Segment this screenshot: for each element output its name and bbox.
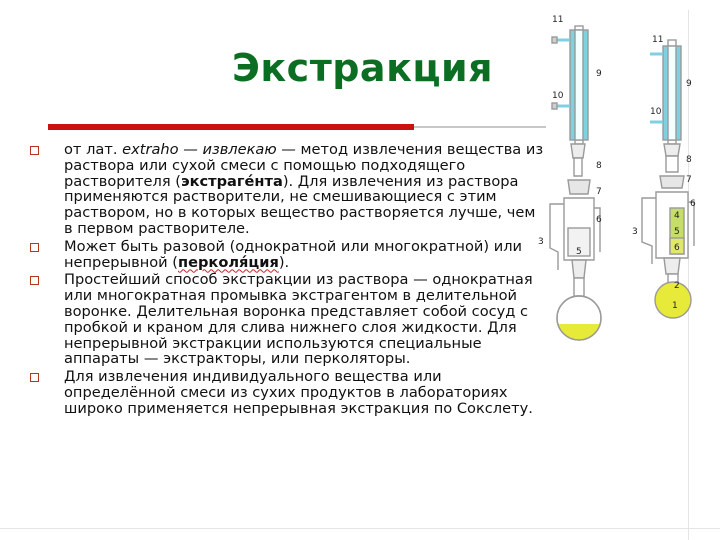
square-bullet-icon: [30, 146, 39, 155]
bullet-item-definition: [28, 142, 544, 237]
bullet-text-part: ). Для извлечения из раствора применяются растворители, не смешивающиеся с этим раствором, но в которых вещество растворяется лучше, чем в первом растворителе.: [64, 172, 536, 237]
bullet-text: [64, 238, 522, 271]
bullet-text-part: Может быть разовой (однократной или многократной) или непрерывной (: [64, 237, 523, 271]
bullet-text-part: — метод извлечения вещества из раствора или сухой смеси с помощью подходящего растворителя (: [64, 141, 544, 190]
bullet-item-methods: [28, 272, 544, 367]
label-1: 1: [672, 301, 678, 311]
bullet-lead: от лат.: [64, 141, 123, 158]
bullet-text: Для извлечения индивидуального вещества или определённой смеси из сухих продуктов в лабораториях широко применяется непрерывная экстракция по Сокслету.: [64, 368, 533, 417]
label-7: 7: [596, 187, 602, 197]
square-bullet-icon: [30, 373, 39, 382]
bullet-text: Простейший способ экстракции из раствора — однократная или многократная промывка экстрагентом в делительной воронке. Делительная воронка представляет собой сосуд с пробкой и краном для слива нижнего слоя жидкости. Для непрерывной экстракции используются специальные аппараты — экстракторы, или перколяторы.: [64, 271, 533, 368]
label-11: 11: [652, 35, 664, 45]
bullet-text-part: ).: [278, 253, 290, 271]
label-8: 8: [686, 155, 692, 165]
bullet-list: [28, 142, 544, 419]
label-6-lower: 6: [674, 243, 680, 253]
term-percolation: перколя́ция: [177, 253, 279, 271]
label-6: 6: [690, 199, 696, 209]
label-6: 6: [596, 215, 602, 225]
label-9: 9: [596, 69, 602, 79]
label-4: 4: [674, 211, 680, 221]
label-10: 10: [552, 91, 564, 101]
label-10: 10: [650, 107, 662, 117]
soxhlet-apparatus-right: [630, 32, 712, 322]
title-rule-extension: [414, 126, 546, 128]
bullet-item-soxhlet: [28, 369, 544, 416]
bullet-item-modes: [28, 239, 544, 271]
square-bullet-icon: [30, 243, 39, 252]
label-11: 11: [552, 15, 564, 25]
label-3: 3: [632, 227, 638, 237]
square-bullet-icon: [30, 276, 39, 285]
label-7: 7: [686, 175, 692, 185]
label-5: 5: [576, 247, 582, 257]
label-2: 2: [674, 281, 680, 291]
bullet-text: [64, 141, 543, 237]
slide-frame-bottom-line: [0, 528, 720, 529]
soxhlet-apparatus-left: [538, 8, 618, 348]
label-8: 8: [596, 161, 602, 171]
label-5: 5: [674, 227, 680, 237]
label-3: 3: [538, 237, 544, 247]
latin-etymology: extraho — извлекаю: [122, 141, 277, 158]
slide-title: Экстракция: [232, 46, 494, 90]
title-accent-rule: [48, 124, 414, 130]
term-extragent: экстраге́нта: [180, 172, 283, 190]
label-9: 9: [686, 79, 692, 89]
